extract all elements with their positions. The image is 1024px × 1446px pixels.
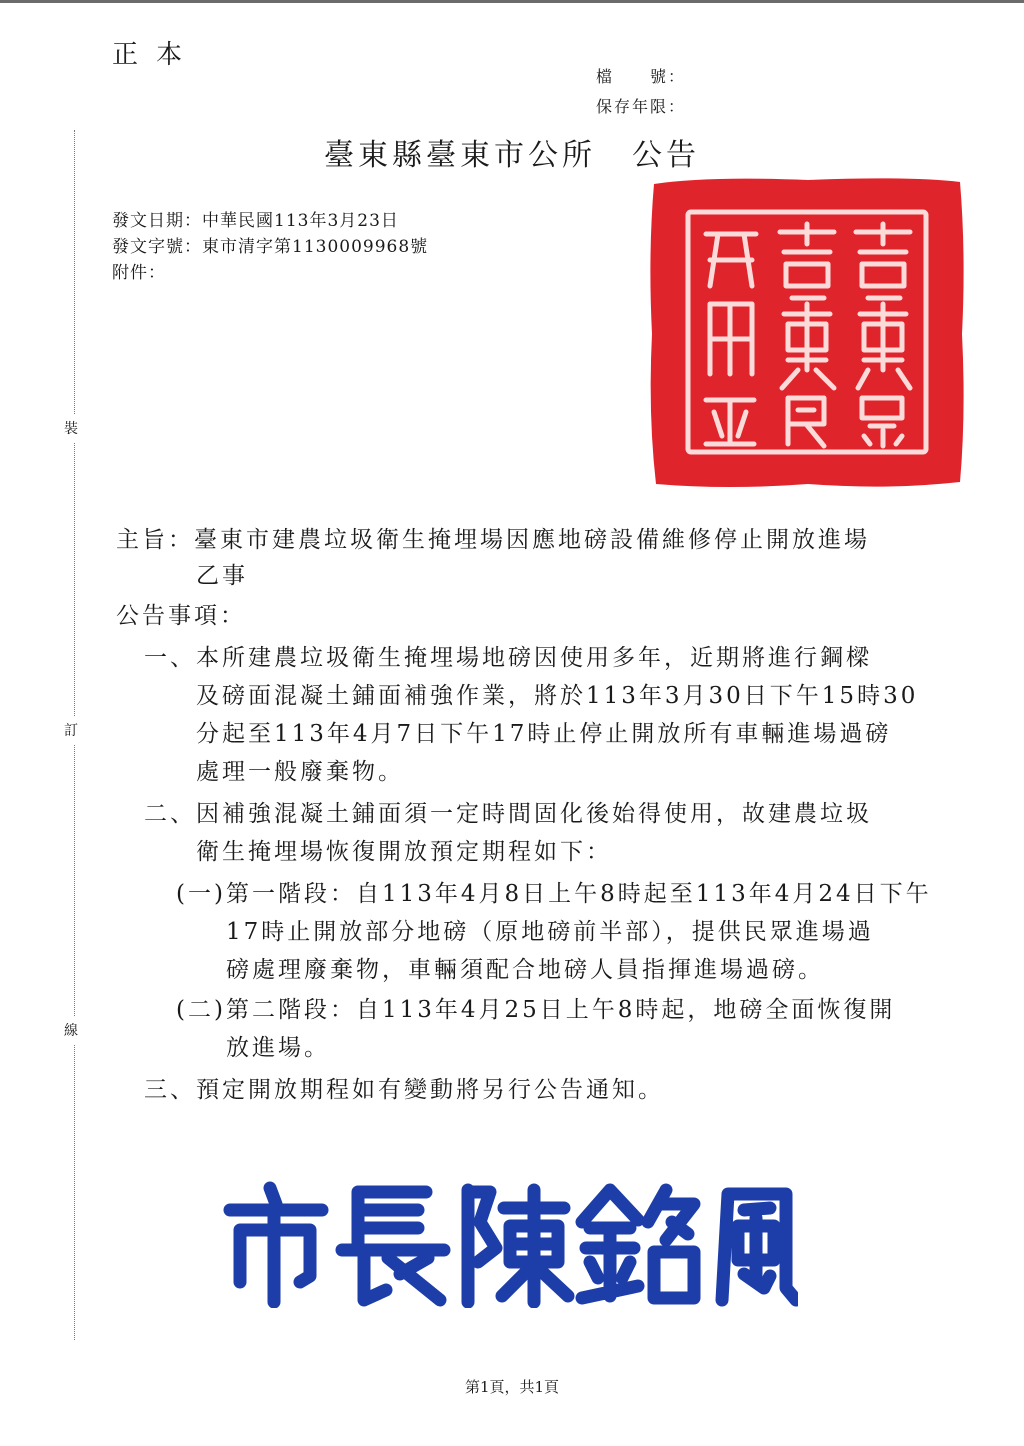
file-number-label: 檔 號： bbox=[596, 67, 687, 86]
item-2-sub-2-line: 第二階段：自113年4月25日上午8時起，地磅全面恢復開 bbox=[226, 997, 896, 1023]
item-1-marker: 一、 bbox=[144, 645, 196, 671]
top-border-line bbox=[0, 0, 1024, 3]
item-2-sub-2-line: 放進場。 bbox=[226, 1035, 330, 1061]
issue-number: 發文字號：東市清字第1130009968號 bbox=[112, 237, 429, 257]
page-number: 第1頁，共1頁 bbox=[464, 1378, 560, 1396]
item-1-line: 及磅面混凝土鋪面補強作業，將於113年3月30日下午15時30 bbox=[196, 683, 919, 709]
subject-line-1 bbox=[116, 520, 870, 560]
title-org: 臺東縣臺東市公所 bbox=[324, 138, 596, 173]
binding-mark-ding: 訂 bbox=[64, 716, 78, 744]
retention-label: 保存年限： bbox=[596, 97, 687, 116]
item-2-line: 因補強混凝土鋪面須一定時間固化後始得使用，故建農垃圾 bbox=[196, 801, 872, 827]
item-3-marker: 三、 bbox=[144, 1077, 196, 1103]
binding-mark-xian: 線 bbox=[64, 1016, 78, 1044]
item-2-line: 衛生掩埋場恢復開放預定期程如下： bbox=[196, 839, 612, 865]
item-1-line: 處理一般廢棄物。 bbox=[196, 759, 404, 785]
subject-text: 臺東市建農垃圾衛生掩埋場因應地磅設備維修停止開放進場 bbox=[194, 527, 870, 553]
item-2-sub-2-marker: (二) bbox=[176, 997, 226, 1023]
item-2-sub-1-line: 磅處理廢棄物，車輛須配合地磅人員指揮進場過磅。 bbox=[226, 957, 824, 983]
copy-label: 正本 bbox=[112, 40, 201, 70]
subject-label: 主旨： bbox=[116, 527, 194, 553]
items-heading: 公告事項： bbox=[116, 603, 246, 629]
mayor-signature-stamp bbox=[218, 1178, 798, 1308]
item-2-sub-1-line: 17時止開放部分地磅（原地磅前半部），提供民眾進場過 bbox=[226, 919, 874, 945]
issue-date: 發文日期：中華民國113年3月23日 bbox=[112, 211, 399, 231]
item-2-sub-1-marker: (一) bbox=[176, 881, 226, 907]
subject-line-2: 乙事 bbox=[196, 563, 248, 589]
title-type: 公告 bbox=[632, 138, 700, 173]
binding-mark-zhuang: 裝 bbox=[64, 414, 78, 442]
item-2-marker: 二、 bbox=[144, 801, 196, 827]
item-3-line: 預定開放期程如有變動將另行公告通知。 bbox=[196, 1077, 664, 1103]
official-seal-stamp bbox=[648, 174, 966, 490]
document-title bbox=[0, 130, 1024, 174]
item-1-line: 分起至113年4月7日下午17時止停止開放所有車輛進場過磅 bbox=[196, 721, 892, 747]
attachment-label: 附件： bbox=[112, 263, 166, 283]
item-2-sub-1-line: 第一階段：自113年4月8日上午8時起至113年4月24日下午 bbox=[226, 881, 932, 907]
item-1-line: 本所建農垃圾衛生掩埋場地磅因使用多年，近期將進行鋼樑 bbox=[196, 645, 872, 671]
